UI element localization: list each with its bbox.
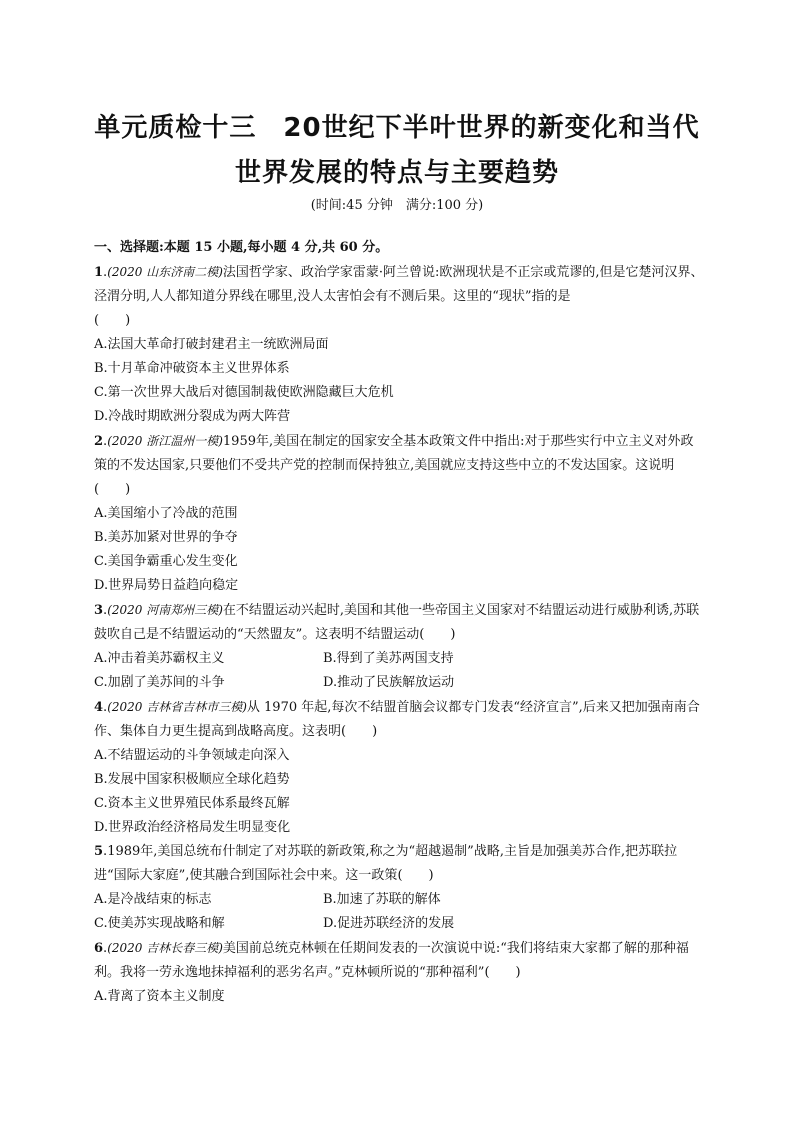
answer-blank: ( ) [419,627,456,642]
option-a: A.法国大革命打破封建君主一统欧洲局面 [94,337,329,352]
question-6: 6.(2020 吉林长春三模)美国前总统克林顿在任期间发表的一次演说中说:“我们将结束大家都了解的那种福利。我将一劳永逸地抹掉福利的恶劣名声。”克林顿所说的“那种福利”( ) [94,936,706,985]
option-a: A.冲击着美苏霸权主义 [94,651,225,666]
question-stem: 从 1970 年起,每次不结盟首脑会议都专门发表“经济宣言”,后来又把加强南南合作、集体自力更生提高到战略高度。这表明 [94,700,700,739]
option-c: C.加剧了美苏间的斗争 [94,675,225,690]
question-stem: 在不结盟运动兴起时,美国和其他一些帝国主义国家对不结盟运动进行威胁利诱,苏联鼓吹自己是不结盟运动的“天然盟友”。这表明不结盟运动 [94,603,700,642]
answer-blank: ( ) [484,965,521,980]
option-b: B.发展中国家积极顺应全球化趋势 [94,772,290,787]
question-5: 5.1989年,美国总统布什制定了对苏联的新政策,称之为“超越遏制”战略,主旨是加强美苏合作,把苏联拉进“国际大家庭”,使其融合到国际社会中来。这一政策( ) [94,840,706,888]
question-stem: 美国前总统克林顿在任期间发表的一次演说中说:“我们将结束大家都了解的那种福利。我将一劳永逸地抹掉福利的恶劣名声。”克林顿所说的“那种福利” [94,941,689,980]
option-d: D.冷战时期欧洲分裂成为两大阵营 [94,409,291,424]
option-b: B.加速了苏联的解体 [323,892,441,907]
option-b: B.得到了美苏两国支持 [323,651,454,666]
section-heading: 一、选择题:本题 15 小题,每小题 4 分,共 60 分。 [94,240,389,255]
question-source: (2020 吉林长春三模) [107,941,223,955]
question-number: 5 [94,844,104,859]
answer-blank: ( ) [94,313,131,328]
question-source: (2020 山东济南二模) [107,265,223,279]
question-source: (2020 河南郑州三模) [107,603,223,617]
options-grid [94,888,706,936]
option-d: D.世界政治经济格局发生明显变化 [94,820,291,835]
question-stem: 法国哲学家、政治学家雷蒙·阿兰曾说:欧洲现状是不正宗或荒谬的,但是它楚河汉界、泾渭分明,人人都知道分界线在哪里,没人太害怕会有不测后果。这里的“现状”指的是 [94,265,704,304]
answer-blank: ( ) [94,482,131,497]
question-1: 1.(2020 山东济南二模)法国哲学家、政治学家雷蒙·阿兰曾说:欧洲现状是不正宗或荒谬的,但是它楚河汉界、泾渭分明,人人都知道分界线在哪里,没人太害怕会有不测后果。这里的“现状”指的是 ( ) [94,260,706,333]
question-number: 6 [94,941,104,956]
question-source: (2020 浙江温州一模) [107,434,223,448]
question-4: 4.(2020 吉林省吉林市三模)从 1970 年起,每次不结盟首脑会议都专门发表“经济宣言”,后来又把加强南南合作、集体自力更生提高到战略高度。这表明( ) [94,695,706,744]
option-a: A.不结盟运动的斗争领域走向深入 [94,748,290,763]
option-d: D.推动了民族解放运动 [323,675,455,690]
option-a: A.美国缩小了冷战的范围 [94,506,238,521]
question-stem: 1959年,美国在制定的国家安全基本政策文件中指出:对于那些实行中立主义对外政策的不发达国家,只要他们不受共产党的控制而保持独立,美国就应支持这些中立的不发达国家。这说明 [94,434,694,473]
option-c: C.美国争霸重心发生变化 [94,554,238,569]
question-3: 3.(2020 河南郑州三模)在不结盟运动兴起时,美国和其他一些帝国主义国家对不结盟运动进行威胁利诱,苏联鼓吹自己是不结盟运动的“天然盟友”。这表明不结盟运动( ) [94,598,706,647]
question-2: 2.(2020 浙江温州一模)1959年,美国在制定的国家安全基本政策文件中指出:对于那些实行中立主义对外政策的不发达国家,只要他们不受共产党的控制而保持独立,美国就应支持这些中立的不发达国家。这说明( ) [94,429,706,502]
option-a: A.背离了资本主义制度 [94,989,225,1004]
question-stem: 1989年,美国总统布什制定了对苏联的新政策,称之为“超越遏制”战略,主旨是加强美苏合作,把苏联拉进“国际大家庭”,使其融合到国际社会中来。这一政策 [94,844,678,883]
exam-content [94,236,706,1009]
option-d: D.促进苏联经济的发展 [323,916,455,931]
option-b: B.美苏加紧对世界的争夺 [94,530,238,545]
question-number: 1 [94,265,104,280]
option-b: B.十月革命冲破资本主义世界体系 [94,361,290,376]
options-grid [94,647,706,695]
question-number: 3 [94,603,104,618]
option-c: C.第一次世界大战后对德国制裁使欧洲隐藏巨大危机 [94,385,394,400]
answer-blank: ( ) [397,868,434,883]
exam-meta: (时间:45 分钟 满分:100 分) [310,198,484,213]
page-title-line1: 单元质检十三 20世纪下半叶世界的新变化和当代 [94,113,700,143]
option-a: A.是冷战结束的标志 [94,892,212,907]
option-d: D.世界局势日益趋向稳定 [94,578,239,593]
question-number: 4 [94,700,104,715]
option-c: C.资本主义世界殖民体系最终瓦解 [94,796,290,811]
option-c: C.使美苏实现战略和解 [94,916,225,931]
question-number: 2 [94,434,104,449]
question-source: (2020 吉林省吉林市三模) [107,700,247,714]
page-title-line2: 世界发展的特点与主要趋势 [234,158,559,188]
answer-blank: ( ) [341,724,378,739]
